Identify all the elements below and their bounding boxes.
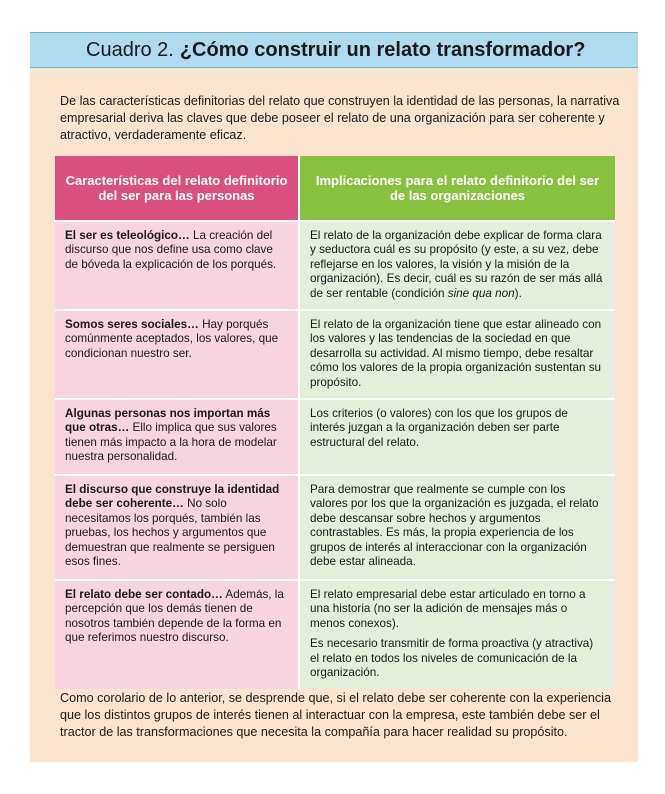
table-row (55, 309, 615, 398)
implication-text-end: ). (514, 286, 522, 300)
row-implication (300, 309, 615, 398)
row-implication (300, 579, 615, 689)
implication-text: El relato de la organización tiene que estar alineado con los valores y las tendencias de la sociedad en que desarrolla su actividad. Al mismo tiempo, debe resaltar cómo los valores de la propia organización sustentan su propósito. (310, 318, 602, 389)
characteristic-title: El discurso que construye la identidad debe ser coherente… (65, 483, 280, 511)
info-box (30, 32, 638, 762)
implication-italic: sine qua non (447, 286, 515, 300)
implication-text-part: El relato de la organización debe explicar de forma clara y seductora cuál es su propósito (y este, a su vez, debe reflejarse en los valores, la visión y la misión de la organización). Es decir, cuál es su razón de ser más allá de ser rentable (condición (310, 229, 603, 300)
row-implication (300, 398, 615, 474)
box-number: Cuadro 2. (86, 38, 174, 61)
implication-text-second: Es necesario transmitir de forma proactiva (y atractiva) el relato en todos los niveles de comunicación de la organización. (310, 637, 594, 680)
row-characteristic (55, 398, 300, 474)
row-implication (300, 220, 615, 309)
row-characteristic (55, 220, 300, 309)
implication-text (310, 229, 605, 301)
implication-text: El relato empresarial debe estar articulado en torno a una historia (no ser la adición de mensajes más o menos conexos). (310, 588, 586, 630)
row-characteristic (55, 579, 300, 689)
characteristic-text: Además, la percepción que los demás tienen de nosotros también depende de la forma en que referimos nuestro discurso. (65, 588, 284, 645)
characteristic-title: Somos seres sociales… (65, 318, 199, 332)
box-title (30, 32, 638, 68)
intro-paragraph: De las características definitorias del relato que construyen la identidad de las personas, la narrativa empresarial deriva las claves que debe poseer el relato de una organización para ser coherente y atractivo, verdaderamente eficaz. (60, 94, 620, 142)
table-row (55, 579, 615, 689)
header-left: Características del relato definitorio del ser para las personas (55, 156, 300, 220)
box-heading: ¿Cómo construir un relato transformador? (179, 38, 586, 61)
table-row (55, 398, 615, 474)
table-header-row (55, 156, 615, 220)
implication-text: Los criterios (o valores) con los que los grupos de interés juzgan a la organización deben ser parte estructural del relato. (310, 407, 568, 449)
implication-text: Para demostrar que realmente se cumple con los valores por los que la organización es juzgada, el relato debe descansar sobre hechos y argumentos contrastables. Es más, la propia experiencia de los grupos de interés al interaccionar con la organización debe estar alineada. (310, 483, 599, 569)
row-implication (300, 474, 615, 579)
table-row (55, 474, 615, 579)
characteristic-title: El ser es teleológico… (65, 229, 190, 242)
row-characteristic (55, 309, 300, 398)
characteristic-text: Ello implica que sus valores tienen más impacto a la hora de modelar nuestra personalidad. (65, 421, 277, 464)
row-characteristic (55, 474, 300, 579)
table-row (55, 220, 615, 309)
characteristic-title: Algunas personas nos importan más que otras… (65, 407, 271, 435)
characteristic-text: Hay porqués comúnmente aceptados, los valores, que condicionan nuestro ser. (65, 318, 279, 360)
header-right: Implicaciones para el relato definitorio del ser de las organizaciones (300, 156, 615, 220)
comparison-table (55, 156, 615, 689)
conclusion-paragraph: Como corolario de lo anterior, se desprende que, si el relato debe ser coherente con la experiencia que los distintos grupos de interés tienen al interactuar con la empresa, este también debe ser el tractor de las transformaciones que necesita la compañía para hacer realidad su propósito. (60, 691, 611, 739)
characteristic-text: La creación del discurso que nos define usa como clave de bóveda la explicación de los porqués. (65, 229, 277, 271)
characteristic-title: El relato debe ser contado… (65, 588, 223, 602)
characteristic-text: No solo necesitamos los porqués, también las pruebas, los hechos y argumentos que demuestran que realmente se persiguen esos fines. (65, 497, 275, 569)
